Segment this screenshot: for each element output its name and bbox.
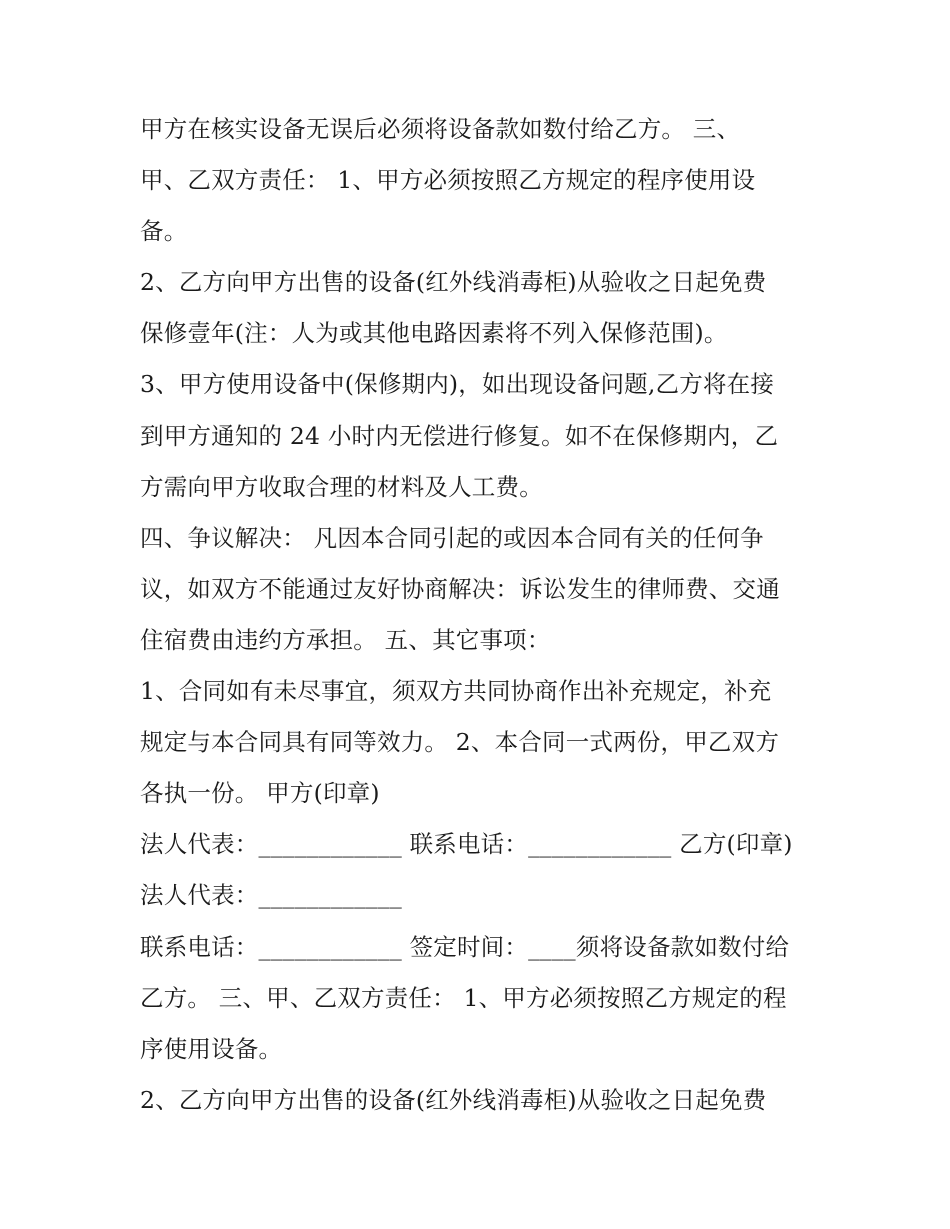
text-line: 各执一份。 甲方(印章)	[140, 779, 380, 808]
text-line: 甲方在核实设备无误后必须将设备款如数付给乙方。 三、	[140, 115, 741, 143]
text-line: 2、乙方向甲方出售的设备(红外线消毒柜)从验收之日起免费	[140, 1085, 767, 1114]
text-line: 四、争议解决： 凡因本合同引起的或因本合同有关的任何争	[140, 523, 764, 552]
text-line: 3、甲方使用设备中(保修期内)，如出现设备问题,乙方将在接	[140, 370, 775, 399]
text-line: 法人代表：____________ 联系电话：____________ 乙方(印章)	[140, 830, 793, 859]
text-line: 备。	[140, 217, 188, 246]
text-line: 到甲方通知的 24 小时内无偿进行修复。如不在保修期内，乙	[140, 421, 779, 450]
text-line: 议，如双方不能通过友好协商解决：诉讼发生的律师费、交通	[140, 574, 780, 603]
contract-text	[140, 104, 820, 1126]
text-line: 联系电话：____________ 签定时间：____须将设备款如数付给	[140, 932, 790, 961]
text-line: 住宿费由违约方承担。 五、其它事项：	[140, 625, 551, 654]
text-line: 规定与本合同具有同等效力。 2、本合同一式两份，甲乙双方	[140, 728, 780, 757]
text-line: 法人代表：____________	[140, 881, 402, 910]
text-line: 序使用设备。	[140, 1034, 283, 1063]
text-line: 甲、乙双方责任： 1、甲方必须按照乙方规定的程序使用设	[140, 166, 756, 195]
text-line: 方需向甲方收取合理的材料及人工费。	[140, 472, 543, 501]
text-line: 乙方。 三、甲、乙双方责任： 1、甲方必须按照乙方规定的程	[140, 983, 787, 1012]
text-line: 2、乙方向甲方出售的设备(红外线消毒柜)从验收之日起免费	[140, 268, 767, 297]
text-line: 1、合同如有未尽事宜，须双方共同协商作出补充规定，补充	[140, 677, 772, 706]
text-line: 保修壹年(注：人为或其他电路因素将不列入保修范围)。	[140, 319, 728, 348]
